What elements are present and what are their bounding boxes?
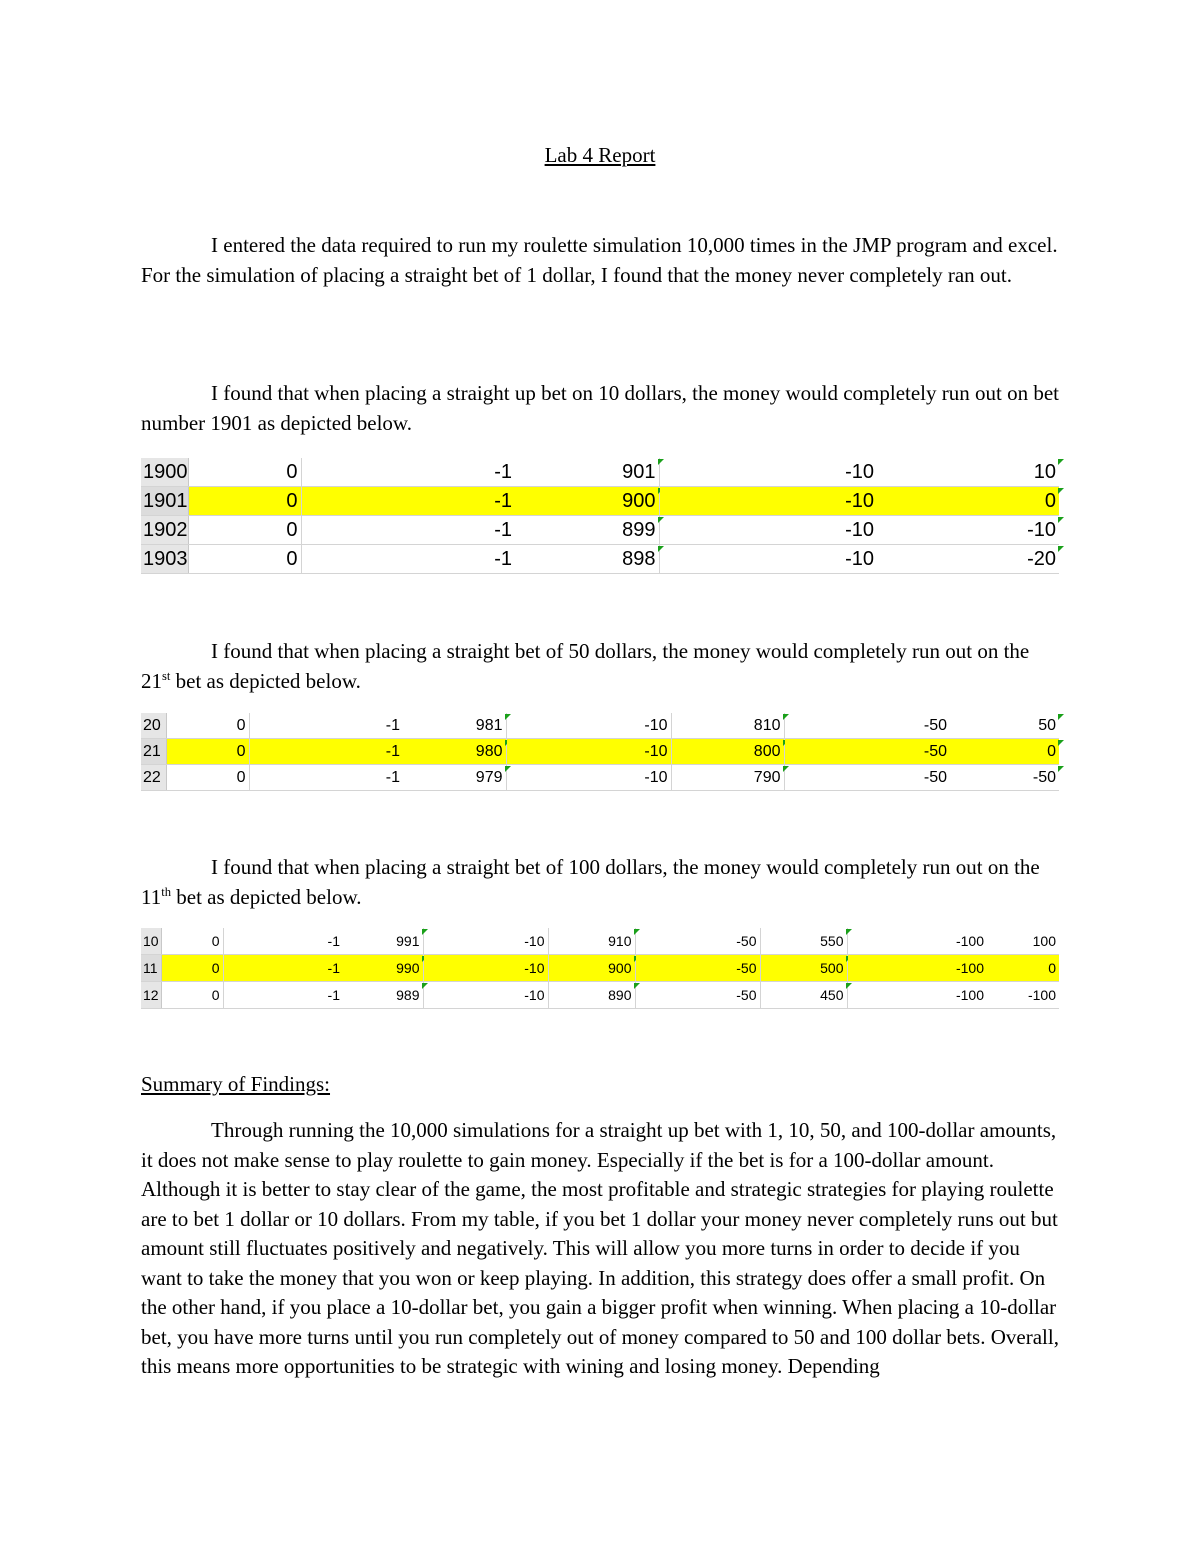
table-cell: -1 xyxy=(223,928,343,955)
table-cell: 898 xyxy=(515,545,659,574)
table-cell: -1 xyxy=(249,713,403,739)
intro-paragraph: I entered the data required to run my roulette simulation 10,000 times in the JMP program and excel. For the simulation of placing a straight bet of 1 dollar, I found that the money never completely ran out. xyxy=(141,233,1058,287)
table-cell: -50 xyxy=(784,713,950,739)
row-header: 22 xyxy=(141,765,166,791)
table-row xyxy=(141,982,1059,1009)
table-cell: -100 xyxy=(847,955,987,982)
table-cell: 0 xyxy=(950,739,1059,765)
table-cell: -10 xyxy=(423,955,548,982)
table-cell: -50 xyxy=(784,765,950,791)
table-cell: -1 xyxy=(301,516,515,545)
table-cell: -1 xyxy=(249,739,403,765)
row-header: 10 xyxy=(141,928,161,955)
table-cell: 790 xyxy=(671,765,784,791)
fifty-text-end: bet as depicted below. xyxy=(170,668,361,693)
table-row xyxy=(141,928,1059,955)
table-cell: -1 xyxy=(223,982,343,1009)
table-cell: -50 xyxy=(784,739,950,765)
table-cell: 890 xyxy=(548,982,635,1009)
table-row xyxy=(141,516,1059,545)
summary-heading: Summary of Findings: xyxy=(141,1072,331,1096)
table-cell: -1 xyxy=(301,458,515,487)
hundred-text-end: bet as depicted below. xyxy=(171,884,362,909)
table-cell: -10 xyxy=(423,928,548,955)
table-cell: 910 xyxy=(548,928,635,955)
table-cell: -50 xyxy=(635,982,760,1009)
table-row xyxy=(141,713,1059,739)
table-cell: 450 xyxy=(760,982,847,1009)
fifty-text: I found that when placing a straight bet of 50 dollars, the money would completely run out on the 21 xyxy=(141,639,1030,693)
row-header: 12 xyxy=(141,982,161,1009)
table-cell: 500 xyxy=(760,955,847,982)
row-header: 21 xyxy=(141,739,166,765)
fifty-dollar-paragraph xyxy=(141,637,1061,696)
table-cell: 0 xyxy=(166,713,249,739)
table-cell: 989 xyxy=(343,982,423,1009)
table-cell: -10 xyxy=(877,516,1059,545)
table-cell: 100 xyxy=(987,928,1059,955)
table-cell: 899 xyxy=(515,516,659,545)
table-cell: 980 xyxy=(403,739,506,765)
table-cell: 0 xyxy=(166,765,249,791)
hundred-dollar-paragraph xyxy=(141,853,1061,912)
table-row xyxy=(141,765,1059,791)
table-cell: 0 xyxy=(166,739,249,765)
row-header: 1903 xyxy=(141,545,188,574)
row-header: 20 xyxy=(141,713,166,739)
table-cell: 550 xyxy=(760,928,847,955)
table-cell: 0 xyxy=(987,955,1059,982)
table-cell: 10 xyxy=(877,458,1059,487)
table-cell: -50 xyxy=(635,928,760,955)
table-cell: 979 xyxy=(403,765,506,791)
table-cell: 50 xyxy=(950,713,1059,739)
table-cell: 810 xyxy=(671,713,784,739)
hundred-text: I found that when placing a straight bet of 100 dollars, the money would completely run out on the 11 xyxy=(141,855,1040,909)
table-cell: -10 xyxy=(659,516,877,545)
row-header: 1900 xyxy=(141,458,188,487)
table-cell: 0 xyxy=(188,487,301,516)
ten-dollar-paragraph: I found that when placing a straight up bet on 10 dollars, the money would completely run out on bet number 1901 as depicted below. xyxy=(141,381,1059,435)
table-cell: 0 xyxy=(161,955,223,982)
table-cell: -10 xyxy=(506,765,671,791)
ten-dollar-table xyxy=(141,458,1059,574)
table-cell: -10 xyxy=(423,982,548,1009)
table-cell: -50 xyxy=(635,955,760,982)
hundred-dollar-table xyxy=(141,928,1059,1009)
table-cell: 0 xyxy=(188,516,301,545)
summary-paragraph: Through running the 10,000 simulations for a straight up bet with 1, 10, 50, and 100-dollar amounts, it does not make sense to play roulette to gain money. Especially if the bet is for a 100-dollar amount. Although it is better to stay clear of the game, the most profitable and strategic strategies for playing roulette are to bet 1 dollar or 10 dollars. From my table, if you bet 1 dollar your money never completely runs out but amount still fluctuates positively and negatively. This will allow you more turns in order to decide if you want to take the money that you won or keep playing. In addition, this strategy does offer a small profit. On the other hand, if you place a 10-dollar bet, you gain a bigger profit when winning. When placing a 10-dollar bet, you have more turns until you run completely out of money compared to 50 and 100 dollar bets. Overall, this means more opportunities to be strategic with wining and losing money. Depending xyxy=(141,1118,1059,1378)
table-row xyxy=(141,545,1059,574)
page-title: Lab 4 Report xyxy=(544,143,656,167)
table-cell: 991 xyxy=(343,928,423,955)
table-cell: 0 xyxy=(161,928,223,955)
table-cell: -100 xyxy=(847,982,987,1009)
table-cell: -1 xyxy=(301,545,515,574)
table-cell: -50 xyxy=(950,765,1059,791)
table-cell: -1 xyxy=(249,765,403,791)
table-cell: 800 xyxy=(671,739,784,765)
table-cell: -1 xyxy=(301,487,515,516)
table-cell: 901 xyxy=(515,458,659,487)
table-cell: 0 xyxy=(161,982,223,1009)
row-header: 1901 xyxy=(141,487,188,516)
table-cell: -100 xyxy=(847,928,987,955)
table-cell: 0 xyxy=(188,545,301,574)
table-cell: -10 xyxy=(506,739,671,765)
table-cell: 0 xyxy=(188,458,301,487)
table-row xyxy=(141,458,1059,487)
table-cell: -10 xyxy=(659,458,877,487)
fifty-dollar-table xyxy=(141,713,1059,791)
row-header: 11 xyxy=(141,955,161,982)
fifty-ordinal: st xyxy=(162,668,171,683)
hundred-ordinal: th xyxy=(161,884,172,899)
table-cell: 990 xyxy=(343,955,423,982)
table-cell: 981 xyxy=(403,713,506,739)
table-row-highlighted xyxy=(141,739,1059,765)
table-cell: 900 xyxy=(548,955,635,982)
table-cell: -100 xyxy=(987,982,1059,1009)
table-cell: -10 xyxy=(659,487,877,516)
table-cell: -10 xyxy=(506,713,671,739)
table-row-highlighted xyxy=(141,955,1059,982)
table-cell: 0 xyxy=(877,487,1059,516)
table-cell: -10 xyxy=(659,545,877,574)
table-row-highlighted xyxy=(141,487,1059,516)
table-cell: -20 xyxy=(877,545,1059,574)
table-cell: 900 xyxy=(515,487,659,516)
row-header: 1902 xyxy=(141,516,188,545)
table-cell: -1 xyxy=(223,955,343,982)
